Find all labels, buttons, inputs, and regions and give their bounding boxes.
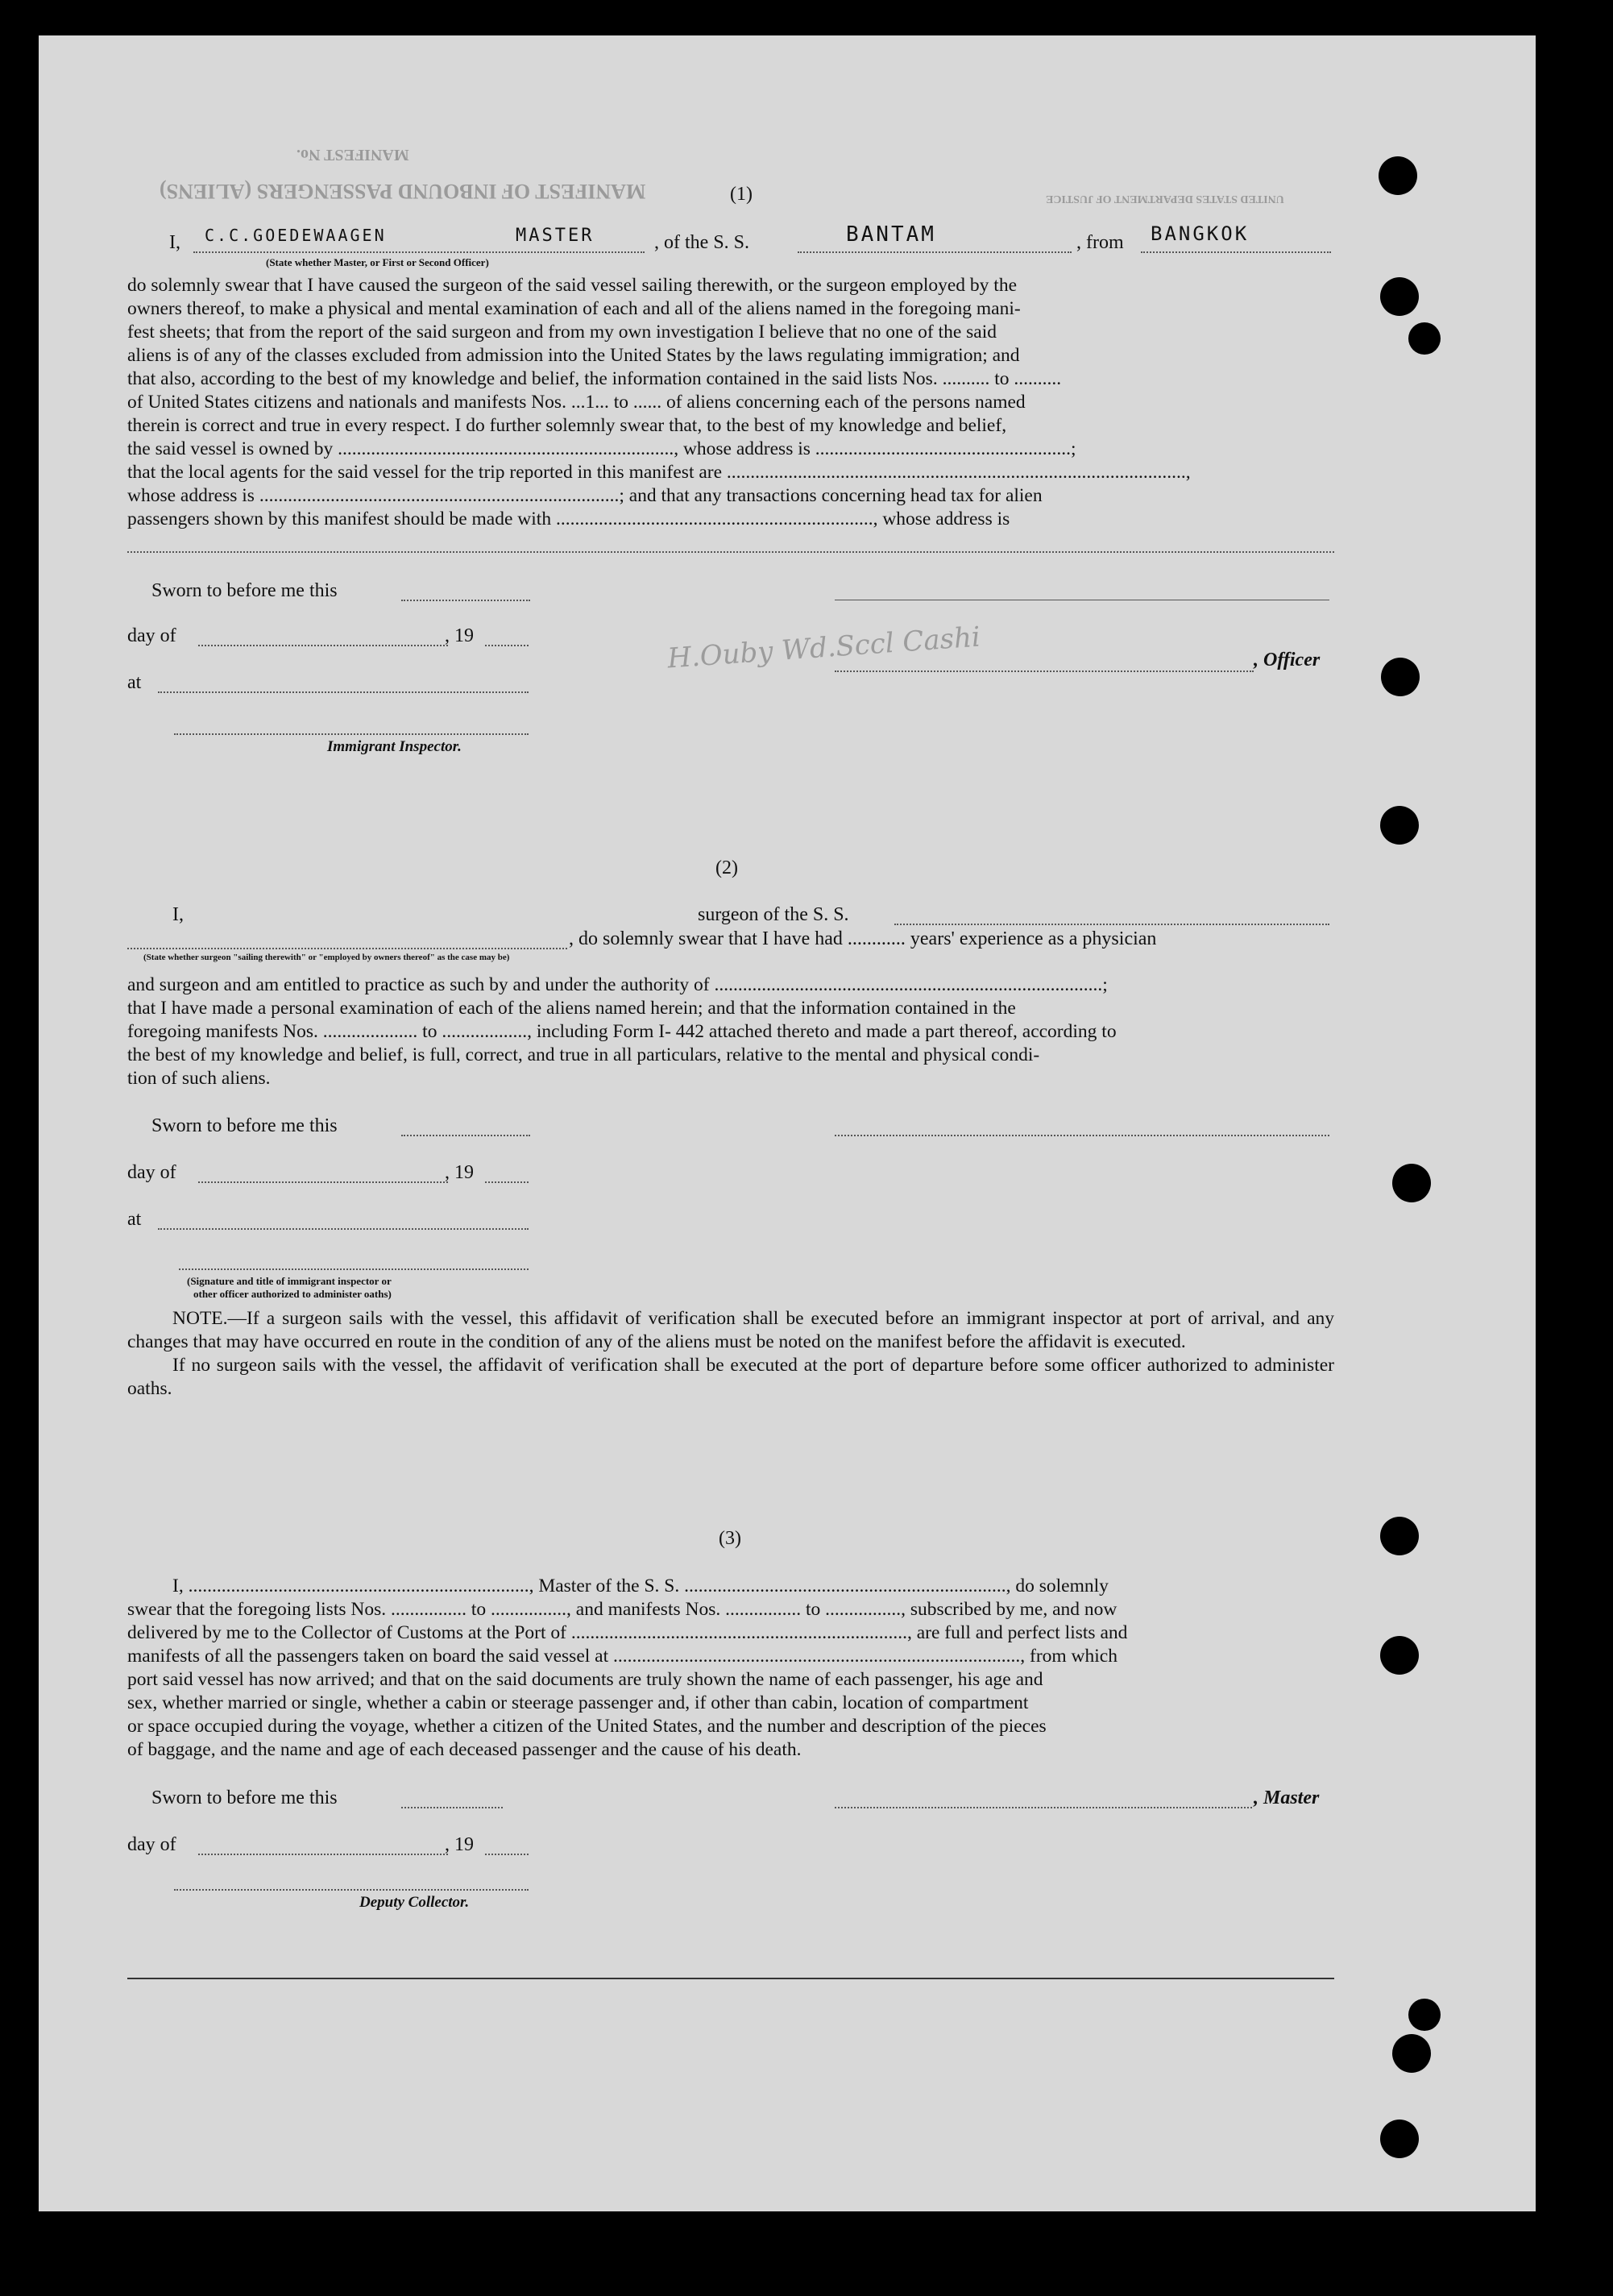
punch-hole <box>1408 1999 1441 2031</box>
punch-hole <box>1380 806 1419 845</box>
sec2-day-line <box>198 1181 448 1183</box>
text-line: manifests of all the passengers taken on board the said vessel at ......................................................................................, from which <box>127 1646 1117 1667</box>
section-2-number: (2) <box>715 857 738 878</box>
bottom-rule <box>127 1978 1334 1979</box>
sec2-sworn-line <box>401 1135 530 1136</box>
sec3-day-of-label: day of <box>127 1834 176 1855</box>
sec1-officer-line <box>835 671 1254 672</box>
sec1-rank-caption: (State whether Master, or First or Second Officer) <box>266 256 489 268</box>
punch-hole <box>1380 1636 1419 1675</box>
sec3-year-label: , 19 <box>445 1834 474 1855</box>
text-line: sex, whether married or single, whether a cabin or steerage passenger and, if other than cabin, location of compartment <box>127 1692 1029 1713</box>
sec3-collector-line <box>174 1889 529 1891</box>
sec1-at-label: at <box>127 672 142 693</box>
sec1-officer-label: , Officer <box>1254 650 1321 671</box>
bleed-through-dept: UNITED STATES DEPARTMENT OF JUSTICE <box>1046 193 1284 205</box>
sec2-signature-caption-2: other officer authorized to administer oaths) <box>193 1288 392 1300</box>
sec3-collector-label: Deputy Collector. <box>359 1894 470 1911</box>
text-line: whose address is ............................................................................; and that any transactions concerning head tax for alien <box>127 485 1043 506</box>
text-line: the best of my knowledge and belief, is full, correct, and true in all particulars, relative to the mental and physical condi- <box>127 1044 1040 1065</box>
punch-hole <box>1380 1517 1419 1555</box>
sec1-day-of-label: day of <box>127 625 176 646</box>
punch-hole <box>1408 322 1441 355</box>
text-line: therein is correct and true in every respect. I do further solemnly swear that, to the best of my knowledge and belief, <box>127 415 1007 436</box>
section-3-number: (3) <box>719 1528 741 1549</box>
ship-name-handwritten: BANTAM <box>846 222 936 247</box>
sec1-inspector-label: Immigrant Inspector. <box>327 738 462 755</box>
sec2-inspector-line <box>179 1268 529 1270</box>
sec1-year-line <box>485 645 529 646</box>
sec3-master-line <box>835 1807 1252 1808</box>
sec2-oath-text <box>127 974 1334 1090</box>
text-line: swear that the foregoing lists Nos. ................ to ................, and manifests Nos. ................ to ................, subscribed by me, and now <box>127 1599 1117 1620</box>
sec2-year-line <box>485 1181 529 1183</box>
text-line: that also, according to the best of my knowledge and belief, the information contained in the said lists Nos. .......... to .......... <box>127 368 1062 389</box>
bleed-through-manifest-no: MANIFEST No. <box>296 146 409 164</box>
text-line: or space occupied during the voyage, whether a citizen of the United States, and the number and description of the pieces <box>127 1716 1047 1737</box>
sec1-i-label: I, <box>169 232 180 253</box>
sec1-sworn-label: Sworn to before me this <box>151 580 338 601</box>
sec1-port-line <box>1141 251 1331 253</box>
master-name-handwritten: C.C.GOEDEWAAGEN <box>205 226 387 245</box>
sec3-oath-text <box>127 1575 1334 1762</box>
text-line: that I have made a personal examination of each of the aliens named herein; and that the information contained in the <box>127 998 1016 1019</box>
sec3-sworn-line <box>401 1807 503 1808</box>
sec3-day-line <box>198 1854 448 1855</box>
sec2-i-label: I, <box>172 904 184 925</box>
text-line: foregoing manifests Nos. .................... to .................., including Form I- 442 attached thereto and made a part thereof, according to <box>127 1021 1117 1042</box>
faint-signature-scrawl: H.Ouby Wd.Sccl Cashi <box>666 621 982 675</box>
note-paragraph-2: If no surgeon sails with the vessel, the affidavit of verification shall be executed at the port of departure before some officer authorized to administer oaths. <box>127 1355 1334 1399</box>
sec2-year-label: , 19 <box>445 1162 474 1183</box>
sec2-surgeon-caption: (State whether surgeon "sailing therewith" or "employed by owners thereof" as the case may be) <box>143 953 510 962</box>
punch-hole <box>1392 1164 1431 1202</box>
sec2-swear-line: , do solemnly swear that I have had ............ years' experience as a physician <box>569 928 1157 949</box>
sec1-from-label: , from <box>1076 232 1124 253</box>
text-line: and surgeon and am entitled to practice as such by and under the authority of ..................................................................................; <box>127 974 1108 995</box>
sec2-signature-line <box>835 1135 1329 1136</box>
punch-hole <box>1380 2120 1419 2158</box>
sec2-day-of-label: day of <box>127 1162 176 1183</box>
text-line: the said vessel is owned by ......................................................................., whose address is ......................................................; <box>127 438 1076 459</box>
sec1-year-label: , 19 <box>445 625 474 646</box>
text-line: port said vessel has now arrived; and that on the said documents are truly shown the name of each passenger, his age and <box>127 1669 1043 1690</box>
punch-hole <box>1380 277 1419 316</box>
text-line: tion of such aliens. <box>127 1068 271 1089</box>
section-1-number: (1) <box>730 184 753 205</box>
text-line: fest sheets; that from the report of the said surgeon and from my own investigation I believe that no one of the said <box>127 322 997 343</box>
sec2-at-line <box>158 1228 529 1230</box>
text-line: do solemnly swear that I have caused the surgeon of the said vessel sailing therewith, or the surgeon employed by the <box>127 275 1018 296</box>
punch-hole <box>1381 658 1420 696</box>
punch-hole <box>1379 156 1417 195</box>
text-line: passengers shown by this manifest should be made with ..................................................................., whose address is <box>127 509 1010 529</box>
sec1-name-line <box>193 251 645 253</box>
text-line: delivered by me to the Collector of Customs at the Port of ......................................................................., are full and perfect lists and <box>127 1622 1128 1643</box>
sec3-year-line <box>485 1854 529 1855</box>
bleed-through-header: MANIFEST OF INBOUND PASSENGERS (ALIENS) <box>160 180 646 203</box>
sec2-at-label: at <box>127 1209 142 1230</box>
note-text <box>127 1307 1334 1401</box>
sec1-of-ss: , of the S. S. <box>654 232 750 253</box>
sec2-surgeon-type-line <box>127 948 567 949</box>
text-line: that the local agents for the said vessel for the trip reported in this manifest are ................................................................................................., <box>127 462 1191 483</box>
sec1-at-line <box>158 691 529 693</box>
punch-hole <box>1392 2034 1431 2073</box>
sec2-signature-caption-1: (Signature and title of immigrant inspector or <box>187 1275 392 1287</box>
sec1-ship-line <box>798 251 1072 253</box>
sec1-day-line <box>198 645 448 646</box>
departure-port-handwritten: BANGKOK <box>1151 222 1250 245</box>
sec2-surgeon-of-label: surgeon of the S. S. <box>698 904 849 925</box>
sec2-sworn-label: Sworn to before me this <box>151 1115 338 1136</box>
text-line: of United States citizens and nationals and manifests Nos. ...1... to ...... of aliens concerning each of the persons named <box>127 392 1026 413</box>
text-line: I, ........................................................................, Master of the S. S. ...................................................................., do solemnly <box>172 1576 1109 1596</box>
text-line: owners thereof, to make a physical and mental examination of each and all of the aliens named in the foregoing mani- <box>127 298 1021 319</box>
sec1-oath-text <box>127 274 1334 531</box>
sec1-inspector-line <box>174 733 529 735</box>
text-line: aliens is of any of the classes excluded from admission into the United States by the laws regulating immigration; and <box>127 345 1020 366</box>
text-line: of baggage, and the name and age of each deceased passenger and the cause of his death. <box>127 1739 802 1760</box>
note-paragraph-1: NOTE.—If a surgeon sails with the vessel, this affidavit of verification shall be executed before an immigrant inspector at port of arrival, and any changes that may have occurred en route in the condition of any of the aliens must be noted on the manifest before the affidavit is executed. <box>127 1308 1334 1352</box>
sec1-sworn-line <box>401 600 530 601</box>
sec2-ship-line <box>894 924 1329 925</box>
rank-handwritten: MASTER <box>516 226 595 246</box>
sec1-address-continuation-line <box>127 551 1334 553</box>
sec3-master-label: , Master <box>1254 1787 1320 1808</box>
sec3-sworn-label: Sworn to before me this <box>151 1787 338 1808</box>
